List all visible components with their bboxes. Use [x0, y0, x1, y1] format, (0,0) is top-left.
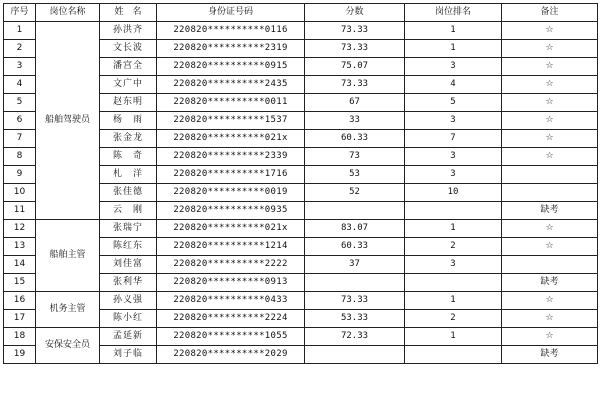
name-cell: 刘子临 [100, 346, 157, 364]
note-cell: 缺考 [502, 346, 598, 364]
id-cell: 220820**********1716 [157, 166, 305, 184]
name-cell: 刘佳富 [100, 256, 157, 274]
position-cell: 安保安全员 [36, 328, 100, 364]
note-cell: ☆ [502, 130, 598, 148]
id-cell: 220820**********1055 [157, 328, 305, 346]
rank-cell: 7 [405, 130, 502, 148]
rank-cell: 3 [405, 148, 502, 166]
table-row [4, 292, 598, 310]
score-cell: 73.33 [305, 292, 405, 310]
note-cell: ☆ [502, 310, 598, 328]
note-cell: 缺考 [502, 202, 598, 220]
seq-cell: 17 [4, 310, 36, 328]
name-cell: 张佳德 [100, 184, 157, 202]
seq-cell: 6 [4, 112, 36, 130]
name-cell: 张利华 [100, 274, 157, 292]
note-cell: ☆ [502, 94, 598, 112]
score-cell [305, 202, 405, 220]
rank-cell: 1 [405, 22, 502, 40]
header-note: 备注 [502, 4, 598, 22]
seq-cell: 5 [4, 94, 36, 112]
header-rank: 岗位排名 [405, 4, 502, 22]
rank-cell: 3 [405, 166, 502, 184]
id-cell: 220820**********0116 [157, 22, 305, 40]
id-cell: 220820**********0019 [157, 184, 305, 202]
rank-cell: 5 [405, 94, 502, 112]
note-cell: ☆ [502, 76, 598, 94]
score-cell: 73.33 [305, 40, 405, 58]
seq-cell: 8 [4, 148, 36, 166]
seq-cell: 16 [4, 292, 36, 310]
table-row [4, 220, 598, 238]
name-cell: 张瑞宁 [100, 220, 157, 238]
note-cell: ☆ [502, 328, 598, 346]
note-cell: ☆ [502, 40, 598, 58]
name-cell: 陈 奇 [100, 148, 157, 166]
score-cell: 37 [305, 256, 405, 274]
position-cell: 船舶主管 [36, 220, 100, 292]
name-cell: 孟延新 [100, 328, 157, 346]
id-cell: 220820**********1537 [157, 112, 305, 130]
note-cell: ☆ [502, 238, 598, 256]
id-cell: 220820**********2222 [157, 256, 305, 274]
rank-cell: 1 [405, 220, 502, 238]
header-name: 姓 名 [100, 4, 157, 22]
score-cell: 73.33 [305, 76, 405, 94]
rank-cell [405, 274, 502, 292]
score-cell [305, 274, 405, 292]
results-table [3, 3, 598, 364]
seq-cell: 2 [4, 40, 36, 58]
note-cell [502, 256, 598, 274]
score-cell: 33 [305, 112, 405, 130]
rank-cell: 4 [405, 76, 502, 94]
id-cell: 220820**********0913 [157, 274, 305, 292]
score-cell: 75.07 [305, 58, 405, 76]
score-cell: 73 [305, 148, 405, 166]
position-cell: 机务主管 [36, 292, 100, 328]
seq-cell: 1 [4, 22, 36, 40]
note-cell: ☆ [502, 292, 598, 310]
table-row [4, 22, 598, 40]
seq-cell: 12 [4, 220, 36, 238]
seq-cell: 10 [4, 184, 36, 202]
rank-cell: 3 [405, 256, 502, 274]
seq-cell: 11 [4, 202, 36, 220]
position-cell: 船舶驾驶员 [36, 22, 100, 220]
note-cell [502, 166, 598, 184]
header-position: 岗位名称 [36, 4, 100, 22]
name-cell: 孙义强 [100, 292, 157, 310]
note-cell: ☆ [502, 112, 598, 130]
score-cell: 53.33 [305, 310, 405, 328]
name-cell: 云 刚 [100, 202, 157, 220]
name-cell: 杨 雨 [100, 112, 157, 130]
id-cell: 220820**********2224 [157, 310, 305, 328]
seq-cell: 15 [4, 274, 36, 292]
name-cell: 陈小红 [100, 310, 157, 328]
note-cell: 缺考 [502, 274, 598, 292]
score-cell: 83.07 [305, 220, 405, 238]
id-cell: 220820**********2319 [157, 40, 305, 58]
score-cell [305, 346, 405, 364]
id-cell: 220820**********2339 [157, 148, 305, 166]
seq-cell: 9 [4, 166, 36, 184]
id-cell: 220820**********2435 [157, 76, 305, 94]
seq-cell: 3 [4, 58, 36, 76]
table-row [4, 328, 598, 346]
name-cell: 赵东明 [100, 94, 157, 112]
score-cell: 52 [305, 184, 405, 202]
score-cell: 60.33 [305, 130, 405, 148]
seq-cell: 19 [4, 346, 36, 364]
note-cell: ☆ [502, 148, 598, 166]
name-cell: 陈红东 [100, 238, 157, 256]
id-cell: 220820**********0915 [157, 58, 305, 76]
header-score: 分数 [305, 4, 405, 22]
header-id: 身份证号码 [157, 4, 305, 22]
rank-cell: 3 [405, 58, 502, 76]
name-cell: 孙洪齐 [100, 22, 157, 40]
score-cell: 67 [305, 94, 405, 112]
rank-cell [405, 346, 502, 364]
name-cell: 札 洋 [100, 166, 157, 184]
id-cell: 220820**********2029 [157, 346, 305, 364]
rank-cell: 2 [405, 310, 502, 328]
note-cell: ☆ [502, 220, 598, 238]
seq-cell: 13 [4, 238, 36, 256]
name-cell: 文广中 [100, 76, 157, 94]
rank-cell: 10 [405, 184, 502, 202]
header-seq: 序号 [4, 4, 36, 22]
id-cell: 220820**********021x [157, 220, 305, 238]
rank-cell [405, 202, 502, 220]
table-body [4, 22, 598, 364]
rank-cell: 3 [405, 112, 502, 130]
name-cell: 张金龙 [100, 130, 157, 148]
id-cell: 220820**********0011 [157, 94, 305, 112]
id-cell: 220820**********1214 [157, 238, 305, 256]
name-cell: 文长波 [100, 40, 157, 58]
score-cell: 73.33 [305, 22, 405, 40]
note-cell: ☆ [502, 22, 598, 40]
note-cell [502, 184, 598, 202]
seq-cell: 14 [4, 256, 36, 274]
id-cell: 220820**********0935 [157, 202, 305, 220]
id-cell: 220820**********0433 [157, 292, 305, 310]
score-cell: 53 [305, 166, 405, 184]
seq-cell: 4 [4, 76, 36, 94]
note-cell: ☆ [502, 58, 598, 76]
name-cell: 潘宫全 [100, 58, 157, 76]
rank-cell: 2 [405, 238, 502, 256]
score-cell: 72.33 [305, 328, 405, 346]
header-row [4, 4, 598, 22]
rank-cell: 1 [405, 292, 502, 310]
seq-cell: 7 [4, 130, 36, 148]
seq-cell: 18 [4, 328, 36, 346]
rank-cell: 1 [405, 328, 502, 346]
score-cell: 60.33 [305, 238, 405, 256]
rank-cell: 1 [405, 40, 502, 58]
id-cell: 220820**********021x [157, 130, 305, 148]
